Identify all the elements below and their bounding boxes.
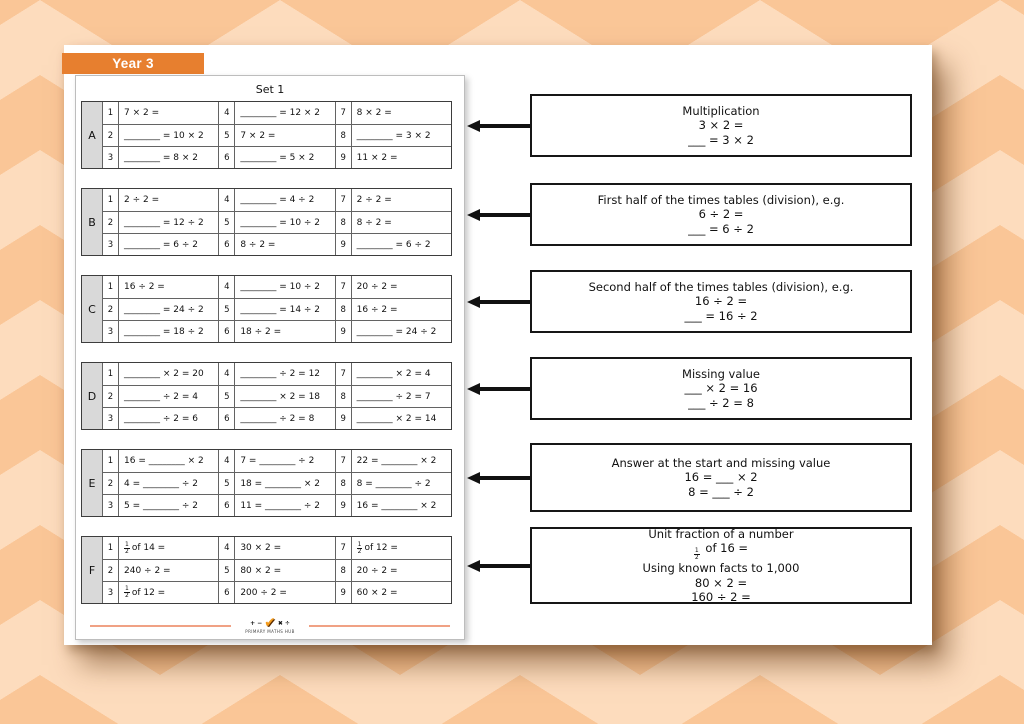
question-text: 80 × 2 = [234,559,334,581]
question-text: ________ = 10 × 2 [118,124,218,146]
question-text: 8 = ________ ÷ 2 [351,472,451,494]
question-number: 7 [335,537,351,559]
note-box-2 [530,183,912,246]
left-arrow-icon-1 [467,120,530,132]
half-fraction-icon: $\frac{1}{2}$ [357,540,362,555]
arrow-shaft [480,300,530,304]
table-row-label-B: B [82,189,102,255]
note-line: 6 ÷ 2 = [698,207,744,222]
question-text: 7 × 2 = [118,102,218,124]
question-text: ________ = 12 ÷ 2 [118,211,218,233]
math-symbol-icon: ✖ [277,619,283,627]
note-line: 80 × 2 = [694,575,748,590]
question-number: 7 [335,102,351,124]
question-text: 2 ÷ 2 = [351,189,451,211]
question-text: ________ = 14 ÷ 2 [234,298,334,320]
question-number: 1 [102,276,118,298]
question-text: 8 × 2 = [351,102,451,124]
question-text: ________ = 8 × 2 [118,146,218,168]
question-text: ________ × 2 = 18 [234,385,334,407]
question-text: 18 = ________ × 2 [234,472,334,494]
question-text: 16 ÷ 2 = [118,276,218,298]
arrowhead-icon [467,120,480,132]
worksheet-footer [76,615,464,634]
worksheet-document [64,45,932,645]
question-text: 7 × 2 = [234,124,334,146]
question-number: 2 [102,559,118,581]
question-number: 8 [335,124,351,146]
question-text: 2 ÷ 2 = [118,189,218,211]
note-line: 16 ÷ 2 = [694,294,748,309]
question-number: 2 [102,211,118,233]
half-fraction-icon: $\frac{1}{2}$ [125,540,129,555]
question-number: 7 [335,363,351,385]
question-text: 5 = ________ ÷ 2 [118,494,218,516]
primary-maths-hub-logo [245,615,295,634]
question-text: ________ = 24 ÷ 2 [351,320,451,342]
question-number: 4 [218,537,234,559]
note-box-1 [530,94,912,157]
question-number: 9 [335,581,351,603]
arrow-shaft [480,387,530,391]
question-number: 3 [102,494,118,516]
question-text: ________ × 2 = 20 [118,363,218,385]
question-text: ________ × 2 = 14 [351,407,451,429]
question-number: 3 [102,320,118,342]
question-number: 9 [335,320,351,342]
question-text: 11 × 2 = [351,146,451,168]
note-line: 3 × 2 = [698,118,744,133]
question-number: 6 [218,581,234,603]
question-number: 9 [335,146,351,168]
note-line: First half of the times tables (division), e.g. [597,192,845,207]
arrowhead-icon [467,383,480,395]
note-line: ___ = 3 × 2 [688,132,754,147]
set-title: Set 1 [255,83,285,96]
question-text: 16 = ________ × 2 [118,450,218,472]
math-symbol-icon: ÷ [284,619,290,627]
question-number: 6 [218,320,234,342]
question-number: 9 [335,233,351,255]
question-text: 22 = ________ × 2 [351,450,451,472]
question-text: ________ = 6 ÷ 2 [351,233,451,255]
arrow-shaft [480,564,530,568]
question-text: 30 × 2 = [234,537,334,559]
question-number: 1 [102,189,118,211]
question-number: 2 [102,124,118,146]
question-table-F [81,536,452,604]
question-text: $\frac{1}{2}$ of 12 = [351,537,451,559]
question-table-E [81,449,452,517]
question-number: 6 [218,407,234,429]
arrowhead-icon [467,209,480,221]
question-number: 3 [102,407,118,429]
arrow-shaft [480,476,530,480]
arrow-shaft [480,124,530,128]
question-number: 5 [218,385,234,407]
question-text: 8 ÷ 2 = [351,211,451,233]
arrowhead-icon [467,560,480,572]
question-text: ________ = 12 × 2 [234,102,334,124]
left-arrow-icon-6 [467,560,530,572]
question-number: 7 [335,450,351,472]
question-text: ________ = 18 ÷ 2 [118,320,218,342]
year-level-banner [62,53,204,74]
half-fraction-icon: $\frac{1}{2}$ [125,585,129,599]
question-number: 4 [218,276,234,298]
year-level-label: Year 3 [112,56,154,71]
question-number: 1 [102,537,118,559]
question-text: ________ = 6 ÷ 2 [118,233,218,255]
question-number: 9 [335,407,351,429]
note-line: Second half of the times tables (division), e.g. [588,279,854,294]
question-number: 1 [102,102,118,124]
question-text: ________ = 4 ÷ 2 [234,189,334,211]
note-line: Multiplication [682,103,760,118]
question-number: 6 [218,146,234,168]
note-box-3 [530,270,912,333]
note-line: ___ = 6 ÷ 2 [688,221,754,236]
check-icon: ✔ [264,615,276,631]
note-line: Unit fraction of a number [648,526,794,541]
question-text: ________ = 3 × 2 [351,124,451,146]
question-number: 9 [335,494,351,516]
note-line: Answer at the start and missing value [611,455,831,470]
arrowhead-icon [467,296,480,308]
question-number: 3 [102,233,118,255]
note-line: 160 ÷ 2 = [691,590,751,604]
question-table-A [81,101,452,169]
question-text: 11 = ________ ÷ 2 [234,494,334,516]
question-text: 20 ÷ 2 = [351,559,451,581]
note-box-5 [530,443,912,512]
note-line: $\frac{1}{2}$ of 16 = [694,541,749,561]
question-text: 18 ÷ 2 = [234,320,334,342]
question-number: 8 [335,472,351,494]
question-number: 8 [335,559,351,581]
question-number: 5 [218,298,234,320]
question-number: 8 [335,211,351,233]
note-box-4 [530,357,912,420]
note-box-6 [530,527,912,604]
question-text: 16 ÷ 2 = [351,298,451,320]
question-number: 2 [102,472,118,494]
left-arrow-icon-5 [467,472,530,484]
question-text: ________ = 5 × 2 [234,146,334,168]
table-row-label-D: D [82,363,102,429]
math-symbol-icon: + [250,619,256,627]
table-row-label-C: C [82,276,102,342]
question-number: 2 [102,385,118,407]
arrow-shaft [480,213,530,217]
question-text: 200 ÷ 2 = [234,581,334,603]
left-arrow-icon-3 [467,296,530,308]
question-number: 8 [335,298,351,320]
question-number: 4 [218,363,234,385]
question-number: 6 [218,233,234,255]
question-text: 240 ÷ 2 = [118,559,218,581]
half-fraction-icon: $\frac{1}{2}$ [694,547,699,561]
question-text: ________ = 10 ÷ 2 [234,211,334,233]
question-number: 3 [102,581,118,603]
question-text: 4 = ________ ÷ 2 [118,472,218,494]
question-number: 2 [102,298,118,320]
footer-divider-left [90,625,231,627]
table-row-label-E: E [82,450,102,516]
question-table-D [81,362,452,430]
note-line: ___ ÷ 2 = 8 [688,395,754,410]
question-number: 5 [218,472,234,494]
question-number: 4 [218,450,234,472]
note-line: Missing value [682,366,760,381]
table-row-label-A: A [82,102,102,168]
question-number: 7 [335,276,351,298]
question-text: $\frac{1}{2}$ of 12 = [118,581,218,603]
question-number: 7 [335,189,351,211]
question-text: ________ ÷ 2 = 7 [351,385,451,407]
maths-symbols-icon [250,615,290,631]
math-symbol-icon: − [257,619,263,627]
question-text: 8 ÷ 2 = [234,233,334,255]
question-text: ________ = 10 ÷ 2 [234,276,334,298]
question-number: 1 [102,363,118,385]
question-number: 3 [102,146,118,168]
question-text: 60 × 2 = [351,581,451,603]
footer-divider-right [309,625,450,627]
left-arrow-icon-4 [467,383,530,395]
note-line: 8 = ___ ÷ 2 [688,484,754,499]
question-text: ________ ÷ 2 = 6 [118,407,218,429]
question-text: 7 = ________ ÷ 2 [234,450,334,472]
question-text: ________ × 2 = 4 [351,363,451,385]
question-text: ________ ÷ 2 = 4 [118,385,218,407]
arrowhead-icon [467,472,480,484]
question-number: 5 [218,559,234,581]
question-text: 20 ÷ 2 = [351,276,451,298]
worksheet-page [75,75,465,640]
question-tables-container [76,101,464,604]
question-number: 5 [218,211,234,233]
question-text: 16 = ________ × 2 [351,494,451,516]
question-table-B [81,188,452,256]
left-arrow-icon-2 [467,209,530,221]
question-number: 4 [218,189,234,211]
question-text: ________ = 24 ÷ 2 [118,298,218,320]
table-row-label-F: F [82,537,102,603]
question-number: 8 [335,385,351,407]
question-table-C [81,275,452,343]
note-line: Using known facts to 1,000 [642,561,800,575]
note-line: 16 = ___ × 2 [684,470,758,485]
note-line: ___ = 16 ÷ 2 [684,308,758,323]
question-number: 6 [218,494,234,516]
question-number: 1 [102,450,118,472]
question-number: 4 [218,102,234,124]
logo-text: PRIMARY MATHS HUB [245,629,295,634]
question-text: ________ ÷ 2 = 8 [234,407,334,429]
question-number: 5 [218,124,234,146]
question-text: $\frac{1}{2}$ of 14 = [118,537,218,559]
note-line: ___ × 2 = 16 [684,381,758,396]
question-text: ________ ÷ 2 = 12 [234,363,334,385]
